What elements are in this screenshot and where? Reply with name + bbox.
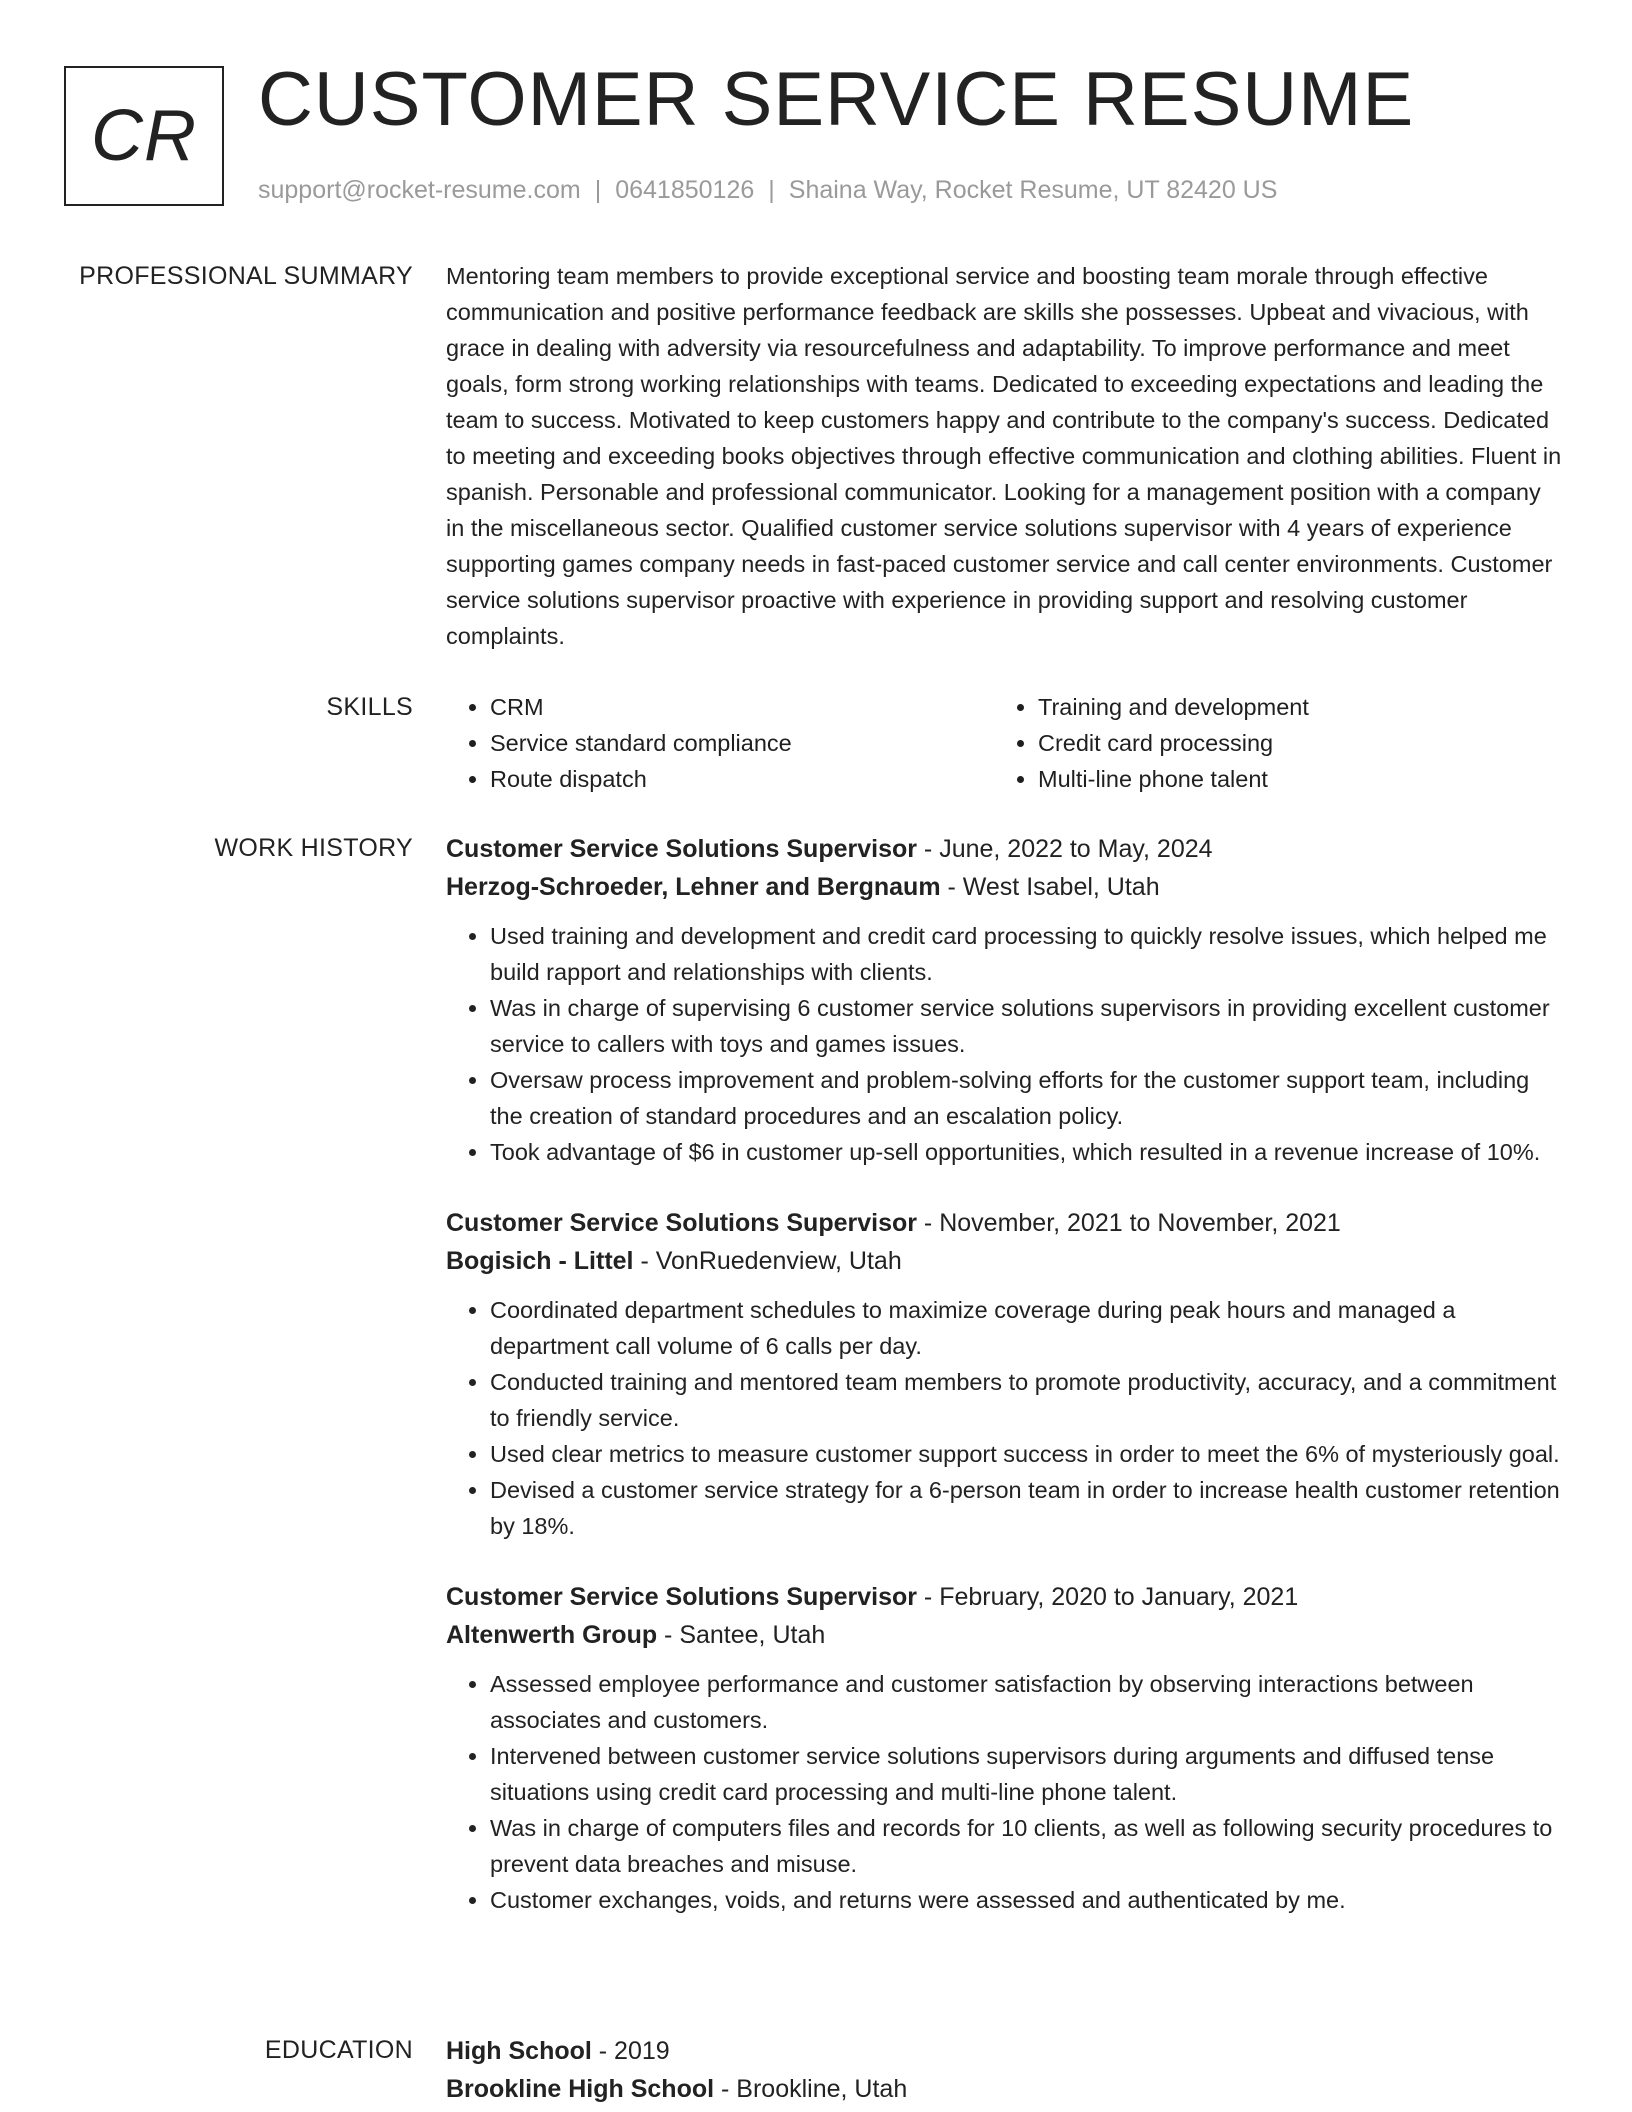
- job-bullet: • Took advantage of $6 in customer up-sell opportunities, which resulted in a revenue increase of 10%.: [490, 1134, 1564, 1170]
- skill-item: • Route dispatch: [490, 761, 994, 797]
- job-bullet: • Was in charge of supervising 6 customer service solutions supervisors in providing excellent customer service to callers with toys and games issues.: [490, 990, 1564, 1062]
- job-company-line: [446, 1616, 1564, 1654]
- job-dates: - June, 2022 to May, 2024: [916, 835, 1213, 863]
- contact-phone: 0641850126: [615, 176, 755, 204]
- job-bullet: • Devised a customer service strategy for a 6-person team in order to increase health customer retention by 18%.: [490, 1472, 1564, 1544]
- contact-separator: |: [768, 176, 775, 204]
- job-dates: - November, 2021 to November, 2021: [916, 1209, 1341, 1237]
- education-school-line: [446, 2070, 1564, 2108]
- job-bullet: • Coordinated department schedules to maximize coverage during peak hours and managed a department call volume of 6 calls per day.: [490, 1292, 1564, 1364]
- job-bullet: • Intervened between customer service solutions supervisors during arguments and diffused tense situations using credit card processing and multi-line phone talent.: [490, 1738, 1564, 1810]
- education-degree: High School: [446, 2037, 592, 2065]
- job-title: Customer Service Solutions Supervisor: [446, 1583, 917, 1611]
- education-degree-line: [446, 2032, 1564, 2070]
- summary-heading: PROFESSIONAL SUMMARY: [79, 262, 413, 290]
- job-bullet: • Used clear metrics to measure customer support success in order to meet the 6% of mysteriously goal.: [490, 1436, 1564, 1472]
- skills-column-right: [994, 689, 1542, 797]
- resume-title: CUSTOMER SERVICE RESUME: [258, 57, 1415, 142]
- job-bullets: [446, 1292, 1564, 1544]
- education-heading: EDUCATION: [264, 2036, 413, 2064]
- job-location: - VonRuedenview, Utah: [633, 1247, 902, 1275]
- education-year: - 2019: [591, 2037, 670, 2065]
- skills-list: [446, 689, 1546, 797]
- job-entry: [446, 830, 1564, 1170]
- contact-separator: |: [594, 176, 602, 204]
- job-entry: [446, 1204, 1564, 1544]
- skill-item: • CRM: [490, 689, 994, 725]
- contact-line: [258, 174, 1277, 206]
- skills-column-left: [446, 689, 994, 797]
- job-title: Customer Service Solutions Supervisor: [446, 1209, 917, 1237]
- job-entry: [446, 1578, 1564, 1918]
- skill-item: • Credit card processing: [1038, 725, 1542, 761]
- job-title-line: [446, 1204, 1564, 1242]
- contact-email: support@rocket-resume.com: [258, 176, 581, 204]
- education-location: - Brookline, Utah: [714, 2075, 908, 2103]
- work-history-heading: WORK HISTORY: [214, 834, 413, 862]
- job-company-line: [446, 1242, 1564, 1280]
- summary-text: Mentoring team members to provide exceptional service and boosting team morale through effective communication and positive performance feedback are skills she possesses. Upbeat and vivacious, with grace in dealing with adversity via resourcefulness and adaptability. To improve performance and meet goals, form strong working relationships with teams. Dedicated to exceeding expectations and leading the team to success. Motivated to keep customers happy and contribute to the company's success. Dedicated to meeting and exceeding books objectives through effective communication and clothing abilities. Fluent in spanish. Personable and professional communicator. Looking for a management position with a company in the miscellaneous sector. Qualified customer service solutions supervisor with 4 years of experience supporting games company needs in fast-paced customer service and call center environments. Customer service solutions supervisor proactive with experience in providing support and resolving customer complaints.: [446, 263, 1562, 649]
- job-bullet: • Assessed employee performance and customer satisfaction by observing interactions between associates and customers.: [490, 1666, 1564, 1738]
- skill-item: • Training and development: [1038, 689, 1542, 725]
- job-bullets: [446, 918, 1564, 1170]
- job-bullet: • Conducted training and mentored team members to promote productivity, accuracy, and a commitment to friendly service.: [490, 1364, 1564, 1436]
- skills-heading: SKILLS: [326, 693, 413, 721]
- job-location: - West Isabel, Utah: [940, 873, 1160, 901]
- skill-item: • Multi-line phone talent: [1038, 761, 1542, 797]
- job-location: - Santee, Utah: [657, 1621, 826, 1649]
- job-company: Herzog-Schroeder, Lehner and Bergnaum: [446, 873, 941, 901]
- job-title-line: [446, 830, 1564, 868]
- contact-address: Shaina Way, Rocket Resume, UT 82420 US: [788, 176, 1278, 204]
- job-company: Altenwerth Group: [446, 1621, 658, 1649]
- monogram-initials: CR: [91, 96, 197, 176]
- skill-item: • Service standard compliance: [490, 725, 994, 761]
- job-company: Bogisich - Littel: [446, 1247, 634, 1275]
- job-bullet: • Oversaw process improvement and problem-solving efforts for the customer support team, including the creation of standard procedures and an escalation policy.: [490, 1062, 1564, 1134]
- job-bullet: • Customer exchanges, voids, and returns were assessed and authenticated by me.: [490, 1882, 1564, 1918]
- monogram-box: [64, 66, 224, 206]
- job-bullets: [446, 1666, 1564, 1918]
- job-dates: - February, 2020 to January, 2021: [916, 1583, 1299, 1611]
- job-title: Customer Service Solutions Supervisor: [446, 835, 917, 863]
- job-bullet: • Was in charge of computers files and records for 10 clients, as well as following security procedures to prevent data breaches and misuse.: [490, 1810, 1564, 1882]
- job-title-line: [446, 1578, 1564, 1616]
- job-company-line: [446, 868, 1564, 906]
- job-bullet: • Used training and development and credit card processing to quickly resolve issues, which helped me build rapport and relationships with clients.: [490, 918, 1564, 990]
- education-school: Brookline High School: [446, 2075, 715, 2103]
